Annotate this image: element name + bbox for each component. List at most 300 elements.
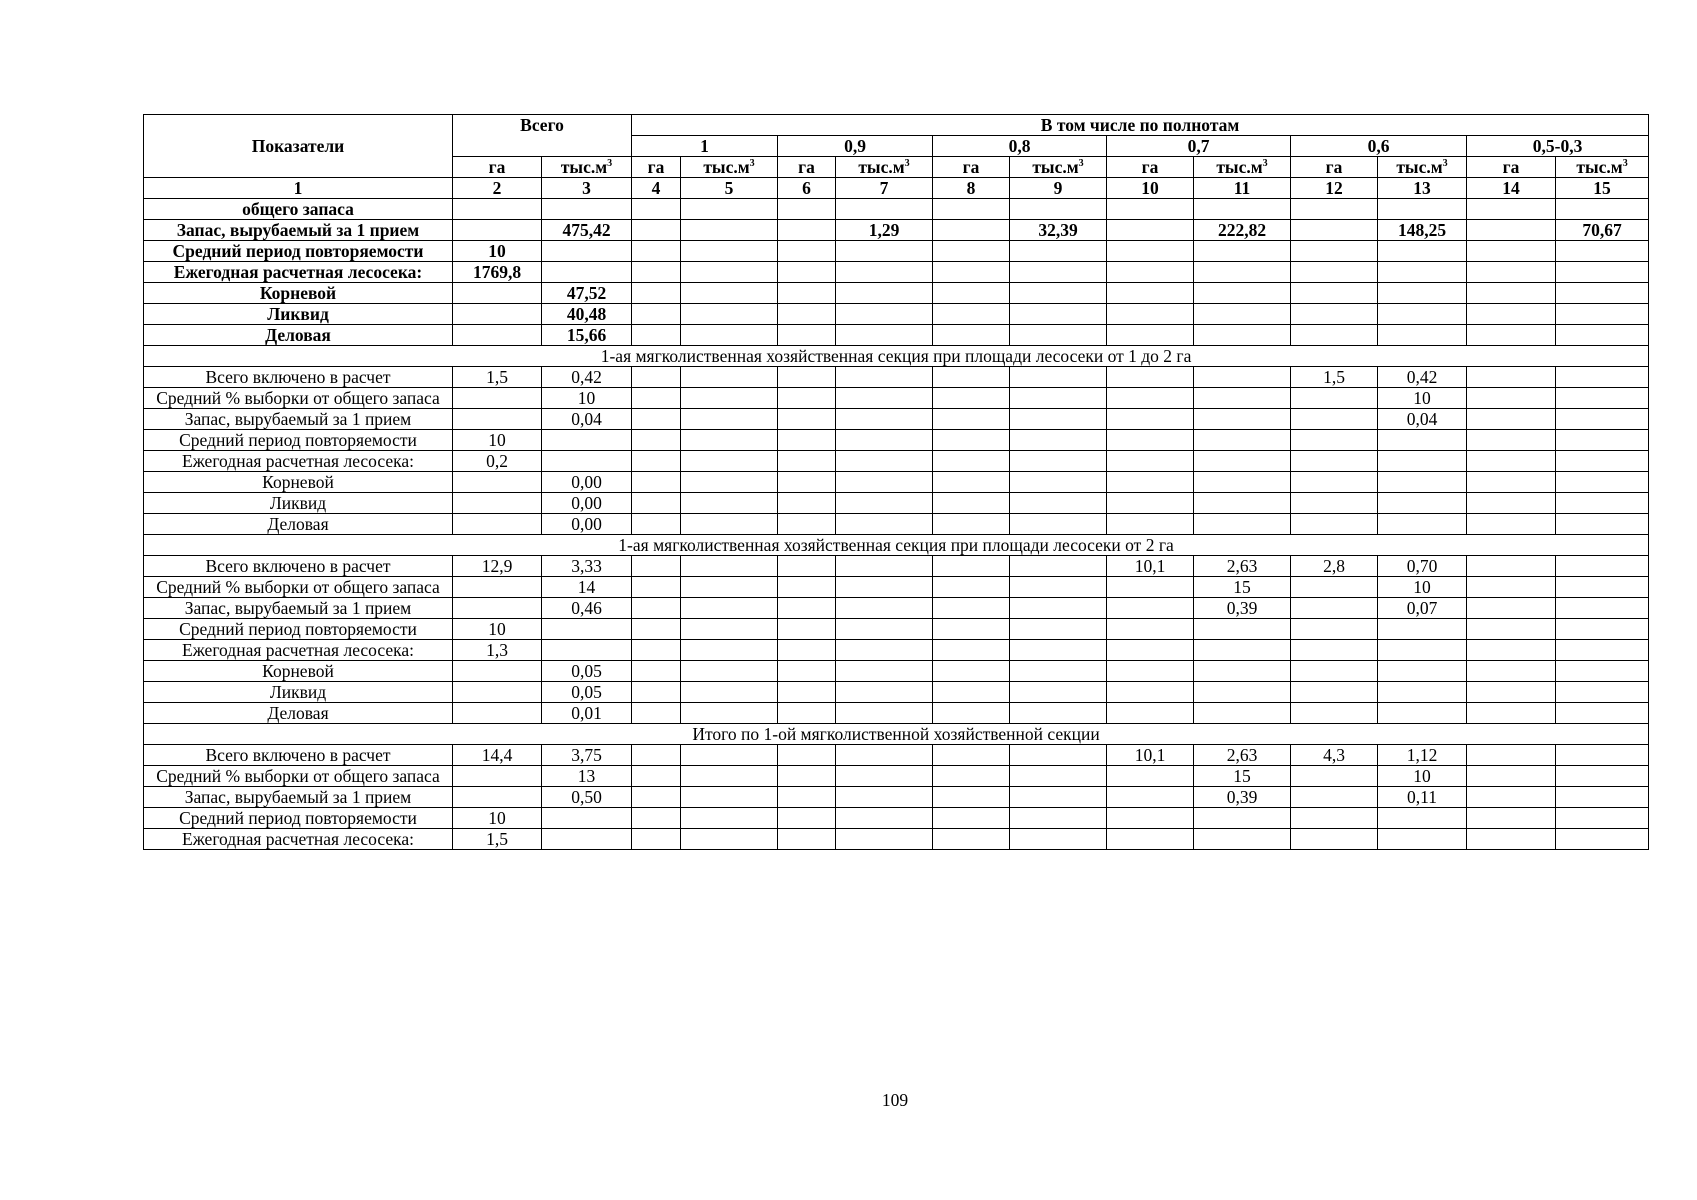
table-cell xyxy=(1194,829,1291,850)
forest-cutting-table xyxy=(143,114,1649,850)
table-cell xyxy=(836,598,933,619)
table-cell xyxy=(933,514,1010,535)
table-cell xyxy=(1378,262,1467,283)
table-cell xyxy=(1556,808,1649,829)
table-cell xyxy=(933,262,1010,283)
density-header: 0,5-0,3 xyxy=(1467,136,1649,157)
table-cell xyxy=(933,241,1010,262)
table-cell xyxy=(1194,661,1291,682)
row-label: Запас, вырубаемый за 1 прием xyxy=(144,409,453,430)
row-label: Всего включено в расчет xyxy=(144,556,453,577)
by-density-header: В том числе по полнотам xyxy=(632,115,1649,136)
table-cell xyxy=(1107,325,1194,346)
table-body xyxy=(144,199,1649,850)
row-label: Запас, вырубаемый за 1 прием xyxy=(144,220,453,241)
table-cell xyxy=(778,682,836,703)
table-cell xyxy=(453,493,542,514)
table-cell: 1,12 xyxy=(1378,745,1467,766)
density-header: 0,9 xyxy=(778,136,933,157)
table-cell xyxy=(1107,703,1194,724)
table-cell xyxy=(1107,241,1194,262)
table-cell xyxy=(1467,283,1556,304)
table-cell xyxy=(632,472,681,493)
table-cell xyxy=(778,304,836,325)
table-cell: 148,25 xyxy=(1378,220,1467,241)
table-row xyxy=(144,829,1649,850)
table-cell xyxy=(1291,766,1378,787)
column-number: 13 xyxy=(1378,178,1467,199)
table-cell xyxy=(1378,304,1467,325)
table-cell xyxy=(933,577,1010,598)
table-cell xyxy=(632,640,681,661)
table-cell xyxy=(1107,598,1194,619)
table-cell: 10 xyxy=(1378,766,1467,787)
table-cell xyxy=(1194,388,1291,409)
table-cell xyxy=(632,556,681,577)
row-label: Средний % выборки от общего запаса xyxy=(144,577,453,598)
row-label: Ежегодная расчетная лесосека: xyxy=(144,262,453,283)
table-cell: 10 xyxy=(542,388,632,409)
column-number: 15 xyxy=(1556,178,1649,199)
table-cell xyxy=(933,640,1010,661)
table-cell xyxy=(836,682,933,703)
row-label: Всего включено в расчет xyxy=(144,367,453,388)
table-cell xyxy=(1378,199,1467,220)
table-cell: 15 xyxy=(1194,766,1291,787)
table-cell: 3,33 xyxy=(542,556,632,577)
table-cell xyxy=(632,661,681,682)
table-cell xyxy=(1556,829,1649,850)
total-header: Всего xyxy=(453,115,632,157)
row-label: Всего включено в расчет xyxy=(144,745,453,766)
unit-volume: $тыс.м^3$ xyxy=(836,157,933,178)
unit-ha: га xyxy=(453,157,542,178)
unit-volume: $тыс.м^3$ xyxy=(542,157,632,178)
table-cell xyxy=(836,367,933,388)
table-cell xyxy=(778,619,836,640)
table-cell xyxy=(453,283,542,304)
table-cell xyxy=(836,577,933,598)
table-row xyxy=(144,493,1649,514)
table-cell xyxy=(836,766,933,787)
table-cell xyxy=(778,556,836,577)
table-cell xyxy=(778,451,836,472)
column-number: 11 xyxy=(1194,178,1291,199)
table-cell: 1,5 xyxy=(453,829,542,850)
table-cell xyxy=(681,766,778,787)
table-cell xyxy=(1378,514,1467,535)
table-cell xyxy=(836,808,933,829)
table-cell xyxy=(1556,388,1649,409)
table-cell xyxy=(632,682,681,703)
table-cell xyxy=(681,787,778,808)
row-label: Средний период повторяемости xyxy=(144,241,453,262)
column-number: 1 xyxy=(144,178,453,199)
table-cell xyxy=(542,262,632,283)
section-row xyxy=(144,346,1649,367)
table-cell xyxy=(1556,577,1649,598)
table-row xyxy=(144,598,1649,619)
row-label: Деловая xyxy=(144,703,453,724)
table-cell xyxy=(1556,703,1649,724)
table-cell xyxy=(681,619,778,640)
table-row xyxy=(144,430,1649,451)
table-cell xyxy=(453,388,542,409)
table-cell xyxy=(1556,766,1649,787)
table-cell xyxy=(1291,598,1378,619)
table-cell xyxy=(933,787,1010,808)
table-cell xyxy=(1556,451,1649,472)
table-cell xyxy=(1291,325,1378,346)
table-row xyxy=(144,241,1649,262)
table-row xyxy=(144,745,1649,766)
table-cell: 0,46 xyxy=(542,598,632,619)
table-cell xyxy=(681,514,778,535)
table-cell xyxy=(1010,808,1107,829)
unit-ha: га xyxy=(933,157,1010,178)
table-cell: 10 xyxy=(1378,577,1467,598)
section-title: Итого по 1-ой мягколиственной хозяйственной секции xyxy=(144,724,1649,745)
row-label: Ежегодная расчетная лесосека: xyxy=(144,640,453,661)
table-cell xyxy=(632,829,681,850)
table-cell xyxy=(778,766,836,787)
header-row-1 xyxy=(144,115,1649,136)
table-cell xyxy=(681,598,778,619)
table-cell xyxy=(1010,409,1107,430)
table-cell: 0,04 xyxy=(542,409,632,430)
table-cell xyxy=(1194,409,1291,430)
table-cell xyxy=(1291,619,1378,640)
table-cell xyxy=(836,325,933,346)
column-number: 2 xyxy=(453,178,542,199)
table-cell xyxy=(453,661,542,682)
table-row xyxy=(144,409,1649,430)
table-cell: 10 xyxy=(1378,388,1467,409)
table-cell xyxy=(1378,493,1467,514)
table-cell xyxy=(1010,283,1107,304)
table-cell: 0,50 xyxy=(542,787,632,808)
table-cell xyxy=(1291,703,1378,724)
table-cell: 0,70 xyxy=(1378,556,1467,577)
table-cell xyxy=(453,325,542,346)
table-cell xyxy=(1556,514,1649,535)
table-cell xyxy=(1107,430,1194,451)
unit-volume: $тыс.м^3$ xyxy=(1556,157,1649,178)
table-cell xyxy=(1010,199,1107,220)
table-cell xyxy=(453,577,542,598)
table-cell xyxy=(1556,661,1649,682)
table-cell xyxy=(1467,514,1556,535)
table-cell xyxy=(453,472,542,493)
section-row xyxy=(144,535,1649,556)
row-label: Корневой xyxy=(144,661,453,682)
table-cell: 1769,8 xyxy=(453,262,542,283)
table-cell xyxy=(1556,325,1649,346)
table-cell xyxy=(933,472,1010,493)
row-label: общего запаса xyxy=(144,199,453,220)
table-cell xyxy=(632,241,681,262)
table-cell xyxy=(1010,703,1107,724)
table-cell: 0,00 xyxy=(542,472,632,493)
table-cell xyxy=(1556,367,1649,388)
table-cell xyxy=(1107,808,1194,829)
table-cell xyxy=(778,640,836,661)
table-cell xyxy=(681,682,778,703)
table-cell xyxy=(1107,619,1194,640)
table-cell xyxy=(1107,640,1194,661)
table-row xyxy=(144,619,1649,640)
table-cell: 15 xyxy=(1194,577,1291,598)
table-cell xyxy=(542,619,632,640)
table-cell: 475,42 xyxy=(542,220,632,241)
table-cell xyxy=(681,325,778,346)
table-row xyxy=(144,682,1649,703)
table-cell xyxy=(1010,640,1107,661)
table-cell xyxy=(1378,619,1467,640)
table-cell xyxy=(1107,514,1194,535)
table-cell xyxy=(1556,430,1649,451)
table-cell xyxy=(542,241,632,262)
table-cell: 0,04 xyxy=(1378,409,1467,430)
table-row xyxy=(144,220,1649,241)
table-cell xyxy=(1291,199,1378,220)
table-cell xyxy=(681,262,778,283)
column-number: 5 xyxy=(681,178,778,199)
table-cell xyxy=(542,199,632,220)
table-cell xyxy=(681,367,778,388)
table-cell xyxy=(778,283,836,304)
table-cell xyxy=(933,619,1010,640)
column-number: 9 xyxy=(1010,178,1107,199)
table-cell xyxy=(778,409,836,430)
table-cell xyxy=(681,430,778,451)
table-cell xyxy=(681,409,778,430)
table-cell xyxy=(1107,829,1194,850)
table-cell xyxy=(1291,577,1378,598)
table-cell xyxy=(1467,472,1556,493)
table-cell: 0,39 xyxy=(1194,598,1291,619)
column-number: 10 xyxy=(1107,178,1194,199)
table-cell xyxy=(933,829,1010,850)
table-cell xyxy=(836,619,933,640)
table-cell xyxy=(632,808,681,829)
table-row xyxy=(144,640,1649,661)
table-cell xyxy=(453,703,542,724)
table-cell xyxy=(1467,430,1556,451)
table-cell xyxy=(778,829,836,850)
table-cell xyxy=(1556,598,1649,619)
table-cell: 10,1 xyxy=(1107,745,1194,766)
table-cell xyxy=(632,304,681,325)
table-cell: 10 xyxy=(453,808,542,829)
table-cell xyxy=(1194,472,1291,493)
column-number: 12 xyxy=(1291,178,1378,199)
table-cell xyxy=(1556,199,1649,220)
table-cell xyxy=(1194,703,1291,724)
table-cell xyxy=(681,640,778,661)
row-label: Ликвид xyxy=(144,493,453,514)
table-cell xyxy=(933,661,1010,682)
table-cell xyxy=(836,514,933,535)
table-cell xyxy=(1010,661,1107,682)
table-cell xyxy=(1107,388,1194,409)
table-cell xyxy=(1107,787,1194,808)
table-row xyxy=(144,472,1649,493)
table-cell xyxy=(1556,493,1649,514)
table-cell xyxy=(681,745,778,766)
table-cell xyxy=(1378,283,1467,304)
table-cell xyxy=(1378,682,1467,703)
table-cell xyxy=(1467,199,1556,220)
table-cell xyxy=(1107,262,1194,283)
table-cell xyxy=(1556,409,1649,430)
table-cell xyxy=(542,640,632,661)
table-cell xyxy=(933,766,1010,787)
row-label: Деловая xyxy=(144,325,453,346)
row-label: Ежегодная расчетная лесосека: xyxy=(144,829,453,850)
table-cell xyxy=(1107,367,1194,388)
table-cell xyxy=(1010,304,1107,325)
table-cell xyxy=(1378,661,1467,682)
table-cell xyxy=(453,766,542,787)
row-label: Средний % выборки от общего запаса xyxy=(144,388,453,409)
table-cell xyxy=(1291,409,1378,430)
table-row xyxy=(144,787,1649,808)
table-cell xyxy=(933,409,1010,430)
table-cell xyxy=(1107,493,1194,514)
table-cell xyxy=(681,283,778,304)
table-row xyxy=(144,514,1649,535)
table-cell xyxy=(453,199,542,220)
table-cell xyxy=(681,472,778,493)
table-cell: 0,42 xyxy=(542,367,632,388)
table-row xyxy=(144,325,1649,346)
table-cell xyxy=(836,493,933,514)
table-cell xyxy=(1010,241,1107,262)
table-cell xyxy=(1467,241,1556,262)
table-cell xyxy=(632,451,681,472)
table-cell xyxy=(1467,703,1556,724)
table-cell xyxy=(1291,262,1378,283)
table-cell xyxy=(1107,472,1194,493)
table-cell xyxy=(1194,493,1291,514)
table-cell xyxy=(1291,682,1378,703)
table-cell: 0,2 xyxy=(453,451,542,472)
table-cell: 32,39 xyxy=(1010,220,1107,241)
table-cell xyxy=(1467,409,1556,430)
table-cell: 1,5 xyxy=(453,367,542,388)
table-cell xyxy=(1194,283,1291,304)
table-cell xyxy=(933,682,1010,703)
row-label: Запас, вырубаемый за 1 прием xyxy=(144,598,453,619)
table-cell xyxy=(933,367,1010,388)
table-cell xyxy=(681,451,778,472)
unit-volume: $тыс.м^3$ xyxy=(681,157,778,178)
table-cell xyxy=(681,241,778,262)
table-cell xyxy=(933,199,1010,220)
table-cell: 14 xyxy=(542,577,632,598)
table-cell xyxy=(778,262,836,283)
row-label: Деловая xyxy=(144,514,453,535)
table-cell xyxy=(1467,787,1556,808)
table-cell xyxy=(1010,619,1107,640)
table-cell xyxy=(1194,304,1291,325)
table-cell xyxy=(1107,451,1194,472)
row-label: Средний период повторяемости xyxy=(144,430,453,451)
table-cell xyxy=(778,472,836,493)
table-cell xyxy=(632,493,681,514)
table-cell xyxy=(632,367,681,388)
table-cell: 1,29 xyxy=(836,220,933,241)
table-cell xyxy=(1194,199,1291,220)
table-cell xyxy=(836,556,933,577)
table-cell xyxy=(933,493,1010,514)
table-cell xyxy=(1291,472,1378,493)
table-cell xyxy=(1107,409,1194,430)
table-cell xyxy=(1107,220,1194,241)
table-cell xyxy=(778,514,836,535)
row-label: Корневой xyxy=(144,472,453,493)
table-cell xyxy=(1010,493,1107,514)
table-cell xyxy=(1010,472,1107,493)
table-cell xyxy=(1556,262,1649,283)
table-cell xyxy=(632,619,681,640)
table-cell: 47,52 xyxy=(542,283,632,304)
table-cell: 10,1 xyxy=(1107,556,1194,577)
table-cell xyxy=(542,451,632,472)
table-cell: 10 xyxy=(453,430,542,451)
table-cell xyxy=(836,430,933,451)
table-cell xyxy=(632,745,681,766)
table-cell xyxy=(681,304,778,325)
row-label: Ежегодная расчетная лесосека: xyxy=(144,451,453,472)
table-cell xyxy=(836,829,933,850)
table-cell xyxy=(836,472,933,493)
table-cell xyxy=(1291,493,1378,514)
table-cell xyxy=(1378,241,1467,262)
table-cell xyxy=(778,745,836,766)
table-cell xyxy=(1107,766,1194,787)
table-row xyxy=(144,808,1649,829)
table-cell: 222,82 xyxy=(1194,220,1291,241)
unit-volume: $тыс.м^3$ xyxy=(1378,157,1467,178)
table-cell xyxy=(453,304,542,325)
row-label: Запас, вырубаемый за 1 прием xyxy=(144,787,453,808)
table-cell xyxy=(836,787,933,808)
density-header: 0,6 xyxy=(1291,136,1467,157)
table-cell xyxy=(542,808,632,829)
table-cell xyxy=(836,703,933,724)
table-cell xyxy=(778,220,836,241)
table-cell xyxy=(1556,472,1649,493)
table-cell xyxy=(1010,325,1107,346)
table-row xyxy=(144,766,1649,787)
table-cell xyxy=(1010,682,1107,703)
unit-volume: $тыс.м^3$ xyxy=(1010,157,1107,178)
column-number: 3 xyxy=(542,178,632,199)
table-cell xyxy=(1010,766,1107,787)
table-cell xyxy=(632,220,681,241)
table-cell: 40,48 xyxy=(542,304,632,325)
table-cell xyxy=(836,409,933,430)
table-cell xyxy=(933,451,1010,472)
table-cell xyxy=(1291,241,1378,262)
table-cell xyxy=(933,808,1010,829)
table-row xyxy=(144,661,1649,682)
table-cell xyxy=(1467,682,1556,703)
table-cell xyxy=(1010,262,1107,283)
table-cell xyxy=(453,787,542,808)
